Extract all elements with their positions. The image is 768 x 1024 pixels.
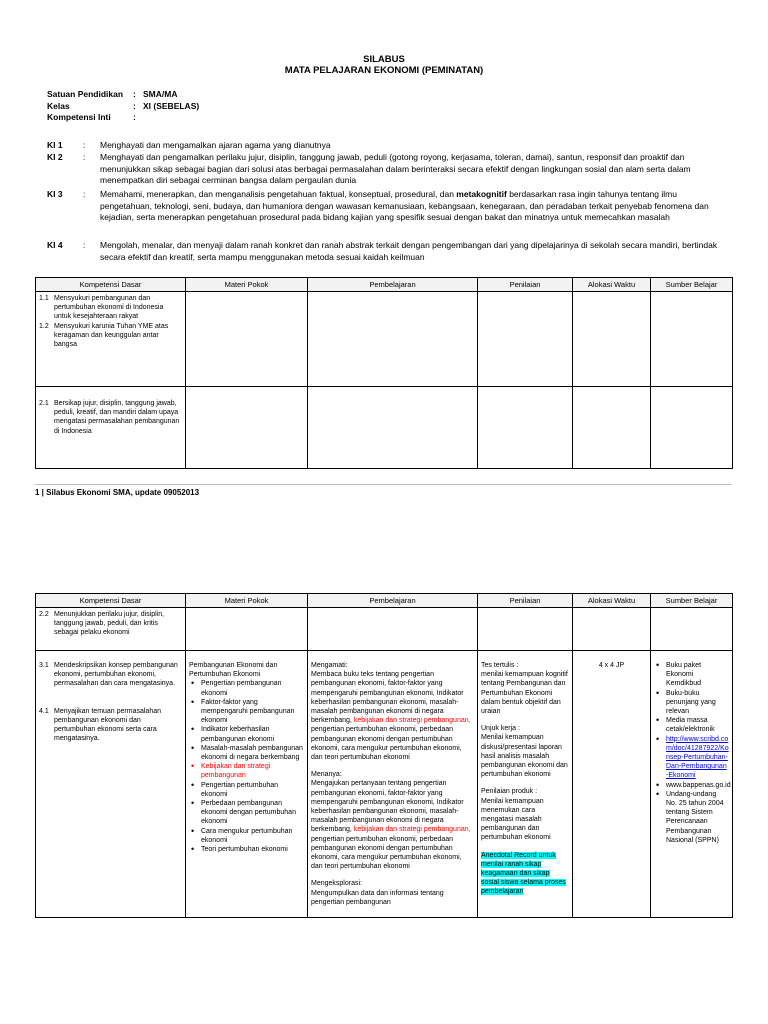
mengeksplorasi-title: Mengeksplorasi: [311,880,362,888]
info-value: SMA/MA [143,89,178,99]
info-row-ki: Kompetensi Inti : [47,112,136,122]
col-header: Kompetensi Dasar [36,594,186,608]
mengamati-title: Mengamati: [311,662,348,669]
table-row [36,387,733,469]
ki-label: KI 3 [47,189,63,199]
col-header: Kompetensi Dasar [36,278,186,292]
col-header: Sumber Belajar [651,594,733,608]
scribd-link[interactable]: http://www.scribd.com/doc/41287922/Konsep-Pertumbuhan-Dan-Pembangunan-Ekonomi [666,735,729,780]
kd-cell [36,651,186,918]
list-item: • Faktor-faktor yang mempengaruhi pembangunan ekonomi [189,698,304,726]
document-page-2 [0,590,768,1024]
list-item: • Undang-undang No. 25 tahun 2004 tentang Sistem Perencanaan Pembangunan Nasional (SPPN) [654,790,729,845]
col-header: Materi Pokok [186,594,308,608]
footer-divider [35,484,732,485]
list-item: • Indikator keberhasilan pembangunan ekonomi [189,725,304,743]
ki-label: KI 1 [47,140,63,150]
ki-1: KI 1 : Menghayati dan mengamalkan ajaran agama yang dianutnya [47,140,727,152]
table-header-row [36,594,733,608]
col-header: Pembelajaran [308,278,478,292]
anecdotal-note: Anecdotal Record untuk menilai ranah sikap keagamaan dan sikap sosial siswa selama proses pembelajaran [481,851,566,896]
kd-item: 2.1 Bersikap jujur, disiplin, tanggung jawab, peduli, kreatif, dan mandiri dalam upaya mengatasi permasalahan pembangunan di Indonesia [39,400,180,435]
ki-2: KI 2 : Menghayati dan pengamalkan perilaku jujur, disiplin, tanggung jawab, peduli (gotong royong, kerjasama, toleran, damai), santun, responsif dan proaktif dan menunjukkan sikap sebagai bagian dari solusi atas berbagai permasalahan dalam berinteraksi secara efektif dengan lingkungan sosial dan alam serta dalam menempatkan diri sebagai cerminan bangsa dalam pergaulan dunia [47,152,727,187]
list-item: • Buku-buku penunjang yang relevan [654,689,729,717]
ki-text: Mengolah, menalar, dan menyaji dalam ranah konkret dan ranah abstrak terkait dengan pengembangan dari yang dipelajarinya di sekolah secara mandiri, bertindak secara efektif dan kreatif, serta mampu menggunakan metoda sesuai kaidah keilmuan [100,240,718,262]
page-footer: 1 | Silabus Ekonomi SMA, update 09052013 [35,488,200,497]
menanya-block: Menanya: Mengajukan pertanyaan tentang pengertian pembangunan ekonomi, faktor-faktor yang mempengaruhi pembangunan ekonomi, Indikator keberhasilan pembangunan ekonomi, masalah-masalah pembangunan ekonomi di negara berkembang, kebijakan dan strategi pembangunan, pengertian pertumbuhan ekonomi, perbedaan pembangunan ekonomi dengan pertumbuhan ekonomi, cara mengukur pertumbuhan ekonomi, dan teori pertumbuhan ekonomi [311,770,474,871]
info-value: XI (SEBELAS) [143,100,200,111]
col-header: Pembelajaran [308,594,478,608]
sumber-list [654,661,729,845]
list-item: • Cara mengukur pertumbuhan ekonomi [189,827,304,845]
table-row [36,608,733,651]
info-row-satuan: Satuan Pendidikan : SMA/MA [47,89,178,99]
list-item: • Masalah-masalah pembangunan ekonomi di negara berkembang [189,744,304,762]
kd-item: 3.1 Mendeskripsikan konsep pembangunan ekonomi, pertumbuhan ekonomi, permasalahan dan cara mengatasinya. [39,662,178,688]
materi-list [189,679,304,854]
info-row-kelas: Kelas : XI (SEBELAS) [47,100,200,111]
page-subtitle: MATA PELAJARAN EKONOMI (PEMINATAN) [284,65,484,76]
col-header: Sumber Belajar [651,278,733,292]
list-item: • Pengertian pembangunan ekonomi [189,679,304,697]
col-header: Materi Pokok [186,278,308,292]
ki-text: Memahami, menerapkan, dan menganalisis pengetahuan faktual, konseptual, prosedural, dan metakognitif berdasarkan rasa ingin tahunya tentang ilmu pengetahuan, teknologi, seni, budaya, dan humaniora dengan wawasan kemanusiaan, kebangsaan, kenegaraan, dan peradaban terkait penyebab fenomena dan kejadian, serta menerapkan pengetahuan prosedural pada bidang kajian yang spesifik sesuai dengan bakat dan minatnya untuk memecahkan masalah [100,189,709,222]
info-label: Kompetensi Inti [47,112,111,122]
tes-title: Tes tertulis : [481,662,519,669]
kd-item: 1.1 Mensyukuri pembangunan dan pertumbuhan ekonomi di Indonesia untuk kesejahteraan rakyat [39,295,164,321]
kd-item: 4.1 Menyajikan temuan permasalahan pembangunan ekonomi dan pertumbuhan ekonomi serta cara mengatasinya. [39,707,162,743]
materi-heading: Pembangunan Ekonomi dan Pertumbuhan Ekonomi [189,662,278,679]
syllabus-table-1 [35,277,733,469]
ki-text: Menghayati dan mengamalkan ajaran agama yang dianutnya [100,140,331,150]
ki-3: KI 3 : Memahami, menerapkan, dan menganalisis pengetahuan faktual, konseptual, prosedural, dan metakognitif berdasarkan rasa ingin tahunya tentang ilmu pengetahuan, teknologi, seni, budaya, dan humaniora dengan wawasan kemanusiaan, kebangsaan, kenegaraan, dan peradaban terkait penyebab fenomena dan kejadian, serta menerapkan pengetahuan prosedural pada bidang kajian yang spesifik sesuai dengan bakat dan minatnya untuk memecahkan masalah [47,189,727,224]
ki-label: KI 4 [47,240,63,250]
col-header: Penilaian [478,278,573,292]
col-header: Alokasi Waktu [573,278,651,292]
kd-cell [36,292,186,387]
col-header: Alokasi Waktu [573,594,651,608]
syllabus-table-2 [35,593,733,918]
col-header: Penilaian [478,594,573,608]
mengeksplorasi-block: Mengeksplorasi: Mengumpulkan data dan informasi tentang pengertian pembangunan [311,879,474,907]
kd-item: 1.2 Mensyukuri karunia Tuhan YME atas keragaman dan keunggulan antar bangsa [39,322,169,349]
table-row [36,292,733,387]
pembelajaran-cell [308,651,478,918]
school-info [47,89,199,124]
info-label: Satuan Pendidikan [47,89,124,99]
list-item: • Kebijakan dan strategi pembangunan [189,762,304,780]
page-title: SILABUS [363,54,405,65]
table-header-row [36,278,733,292]
list-item: • Buku paket Ekonomi Kemdikbud [654,661,729,689]
table-row [36,651,733,918]
ki-4: KI 4 : Mengolah, menalar, dan menyaji dalam ranah konkret dan ranah abstrak terkait dengan pengembangan dari yang dipelajarinya di sekolah secara mandiri, bertindak secara efektif dan kreatif, serta mampu menggunakan metoda sesuai kaidah keilmuan [47,240,727,263]
list-item: • www.bappenas.go.id [654,781,729,790]
list-item: • Perbedaan pembangunan ekonomi dengan pertumbuhan ekonomi [189,799,304,827]
list-item: • Media massa cetak/elektronik [654,716,729,734]
mengamati-block: Mengamati: Membaca buku teks tentang pengertian pembangunan ekonomi, faktor-faktor yang mempengaruhi pembangunan ekonomi, Indikator keberhasilan pembangunan ekonomi, masalah-masalah pembangunan ekonomi di negara berkembang, kebijakan dan strategi pembangunan, pengertian pertumbuhan ekonomi, perbedaan pembangunan ekonomi dengan pertumbuhan ekonomi, cara mengukur pertumbuhan ekonomi, dan teori pertumbuhan ekonomi [311,661,474,762]
unjuk-title: Unjuk kerja : [481,725,520,733]
ki-text: Menghayati dan pengamalkan perilaku jujur, disiplin, tanggung jawab, peduli (gotong royong, kerjasama, toleran, damai), santun, responsif dan proaktif dan menunjukkan sikap sebagai bagian dari solusi atas berbagai permasalahan dalam berinteraksi secara efektif dengan lingkungan sosial dan alam serta dalam menempatkan diri sebagai cerminan bangsa dalam pergaulan dunia [100,152,691,185]
menanya-title: Menanya: [311,771,342,779]
penilaian-cell: Tes tertulis : menilai kemampuan kognitif tentang Pembangunan dan Pertumbuhan Ekonomi dalam bentuk objektif dan uraian Unjuk kerja : Menilai kemampuan diskusi/presentasi laporan hasil analisis masalah pembangunan ekonomi dan pertumbuhan ekonomi Penilaian produk : Menilai kemampuan menemukan cara mengatasi masalah pembangunan dan pertumbuhan ekonomi Anecdotal Record untuk menilai ranah sikap keagamaan dan sikap sosial siswa selama proses pembelajaran [478,651,573,918]
produk-title: Penilaian produk : [481,788,538,796]
document-page-1 [0,0,768,500]
kd-cell [36,608,186,651]
list-item [654,735,729,781]
info-label: Kelas [47,100,70,111]
alokasi-value: 4 x 4 JP [598,662,625,669]
kd-item: 2.2 Menunjukkan perilaku jujur, disiplin, tanggung jawab, peduli, dan kritis sebagai pelaku ekonomi [39,611,165,637]
kd-cell [36,387,186,469]
alokasi-cell [573,651,651,918]
ki-label: KI 2 [47,152,63,162]
list-item: • Pengertian pertumbuhan ekonomi [189,781,304,799]
list-item: • Teori pertumbuhan ekonomi [189,845,304,854]
sumber-cell [651,651,733,918]
materi-cell [186,651,308,918]
